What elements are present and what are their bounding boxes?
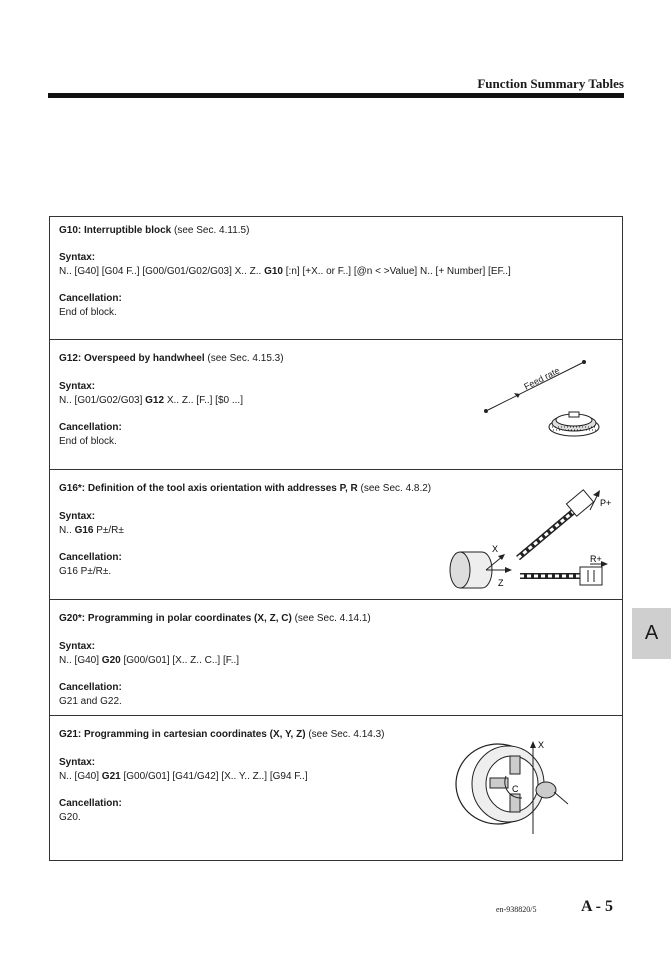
cancellation-text: G16 P±/R±.	[59, 566, 112, 577]
section-title: G21: Programming in cartesian coordinates (X, Y, Z) (see Sec. 4.14.3)	[59, 729, 385, 740]
c-axis-label: C	[512, 784, 519, 794]
section-g20	[50, 600, 622, 716]
handwheel-icon	[549, 412, 599, 436]
page-header-title: Function Summary Tables	[477, 76, 624, 91]
cancellation-text: G20.	[59, 812, 81, 823]
syntax-text: N.. [G40] [G04 F..] [G00/G01/G02/G03] X.. Z.. G10 [:n] [+X.. or F..] [@n < >Value] N.. [+ Number] [EF..]	[59, 266, 511, 277]
cancellation-text: End of block.	[59, 307, 117, 318]
z-axis-label: Z	[498, 578, 504, 588]
chuck-icon	[456, 744, 544, 824]
syntax-label: Syntax:	[59, 381, 96, 392]
cancellation-label: Cancellation:	[59, 422, 122, 433]
cancellation-text: G21 and G22.	[59, 696, 122, 707]
handwheel-illustration	[478, 352, 608, 452]
syntax-label: Syntax:	[59, 511, 96, 522]
syntax-label: Syntax:	[59, 641, 96, 652]
footer-page-number: A - 5	[581, 898, 613, 915]
section-title: G16*: Definition of the tool axis orientation with addresses P, R (see Sec. 4.8.2)	[59, 483, 432, 494]
r-plus-label: R+	[590, 554, 602, 564]
syntax-text: N.. [G40] G20 [G00/G01] [X.. Z.. C..] [F..]	[59, 655, 240, 666]
cancellation-label: Cancellation:	[59, 682, 122, 693]
section-g16	[50, 470, 622, 600]
tool-axis-illustration	[440, 488, 610, 600]
syntax-text: N.. [G01/G02/G03] G12 X.. Z.. [F..] [$0 ...]	[59, 395, 243, 406]
feed-rate-label: Feed rate	[522, 365, 562, 392]
syntax-text: N.. [G40] G21 [G00/G01] [G41/G42] [X.. Y.. Z..] [G94 F..]	[59, 771, 308, 782]
drill-p-icon	[518, 490, 600, 558]
cancellation-text: End of block.	[59, 436, 117, 447]
x-axis-label: X	[492, 544, 499, 554]
cancellation-label: Cancellation:	[59, 798, 122, 809]
cancellation-label: Cancellation:	[59, 552, 122, 563]
function-table	[49, 216, 623, 861]
syntax-label: Syntax:	[59, 757, 96, 768]
header-rule	[48, 93, 624, 98]
lathe-chuck-illustration	[450, 734, 570, 838]
workpiece-cylinder-icon	[450, 552, 492, 588]
x-axis-label: X	[538, 740, 545, 750]
syntax-label: Syntax:	[59, 252, 96, 263]
drill-r-icon	[520, 561, 608, 585]
section-tab: A	[632, 608, 671, 659]
footer-document-code: en-938820/5	[496, 905, 537, 914]
section-title: G10: Interruptible block (see Sec. 4.11.5)	[59, 225, 250, 236]
cancellation-label: Cancellation:	[59, 293, 122, 304]
section-g10	[50, 217, 622, 340]
section-title: G20*: Programming in polar coordinates (X, Z, C) (see Sec. 4.14.1)	[59, 613, 371, 624]
p-plus-label: P+	[600, 498, 612, 508]
section-title: G12: Overspeed by handwheel (see Sec. 4.15.3)	[59, 353, 284, 364]
section-g12	[50, 340, 622, 470]
section-g21	[50, 716, 622, 862]
syntax-text: N.. G16 P±/R±	[59, 525, 124, 536]
